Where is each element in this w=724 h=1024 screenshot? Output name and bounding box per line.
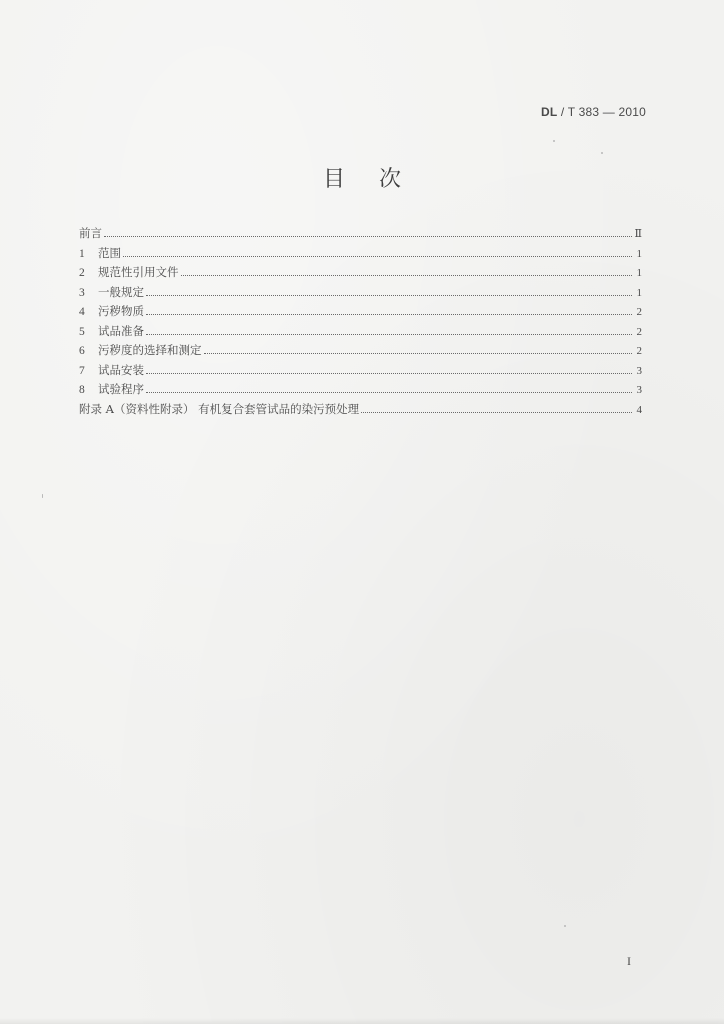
toc-heading-char-1: 目 [322, 167, 345, 192]
standard-code-prefix: DL [540, 105, 558, 119]
standard-code [541, 105, 646, 119]
scan-speck [601, 152, 603, 154]
toc-entry-annex-a[interactable] [79, 401, 642, 421]
toc-heading-char-2: 次 [379, 167, 402, 192]
toc-entry-label: 污秽度的选择和测定 [98, 343, 202, 357]
toc-dot-leader [104, 236, 632, 237]
toc-heading [0, 162, 724, 193]
toc-entry-page: 4 [636, 403, 642, 416]
toc-entry-label: 范围 [98, 245, 121, 260]
toc-entry-label: 试验程序 [98, 382, 144, 396]
standard-code-number: / T 383 — 2010 [557, 105, 646, 119]
toc-entry-number: 2 [79, 267, 85, 279]
toc-dot-leader [123, 256, 632, 257]
toc-entry-page: 2 [636, 325, 642, 338]
toc-entry-1[interactable] [79, 245, 642, 265]
toc-entry-4[interactable] [79, 303, 642, 323]
toc-entry-page: Ⅱ [634, 228, 642, 240]
toc-entry-label: 前言 [79, 226, 102, 240]
toc-entry-page: 2 [636, 306, 642, 318]
scan-speck [42, 494, 43, 498]
toc-entry-number: 3 [79, 286, 85, 299]
toc-entry-number: 1 [79, 247, 85, 260]
toc-entry-3[interactable] [79, 284, 642, 304]
page-number: I [627, 954, 631, 968]
toc-entry-number: 4 [79, 306, 85, 318]
toc-entry-5[interactable] [79, 323, 642, 343]
page-bottom-edge [0, 1018, 724, 1024]
toc-entry-7[interactable] [79, 362, 642, 382]
toc-entry-page: 1 [636, 247, 642, 260]
table-of-contents [79, 225, 642, 420]
toc-entry-number: 7 [79, 364, 85, 377]
toc-entry-page: 3 [636, 364, 642, 377]
toc-dot-leader [181, 275, 633, 276]
toc-entry-page: 3 [636, 384, 642, 396]
toc-entry-page: 2 [636, 345, 642, 357]
toc-entry-page: 1 [636, 267, 642, 279]
toc-entry-number: 8 [79, 384, 85, 396]
toc-entry-page: 1 [636, 286, 642, 299]
toc-entry-label: 一般规定 [98, 284, 144, 299]
toc-entry-label: 试品准备 [98, 323, 144, 338]
toc-entry-label: 污秽物质 [98, 304, 144, 318]
toc-dot-leader [146, 373, 632, 374]
toc-entry-2[interactable] [79, 264, 642, 284]
toc-entry-6[interactable] [79, 342, 642, 362]
toc-dot-leader [146, 334, 632, 335]
scan-speck [564, 925, 566, 927]
toc-dot-leader [361, 412, 632, 413]
toc-dot-leader [146, 314, 632, 315]
toc-entry-number: 6 [79, 345, 85, 357]
toc-entry-label: 试品安装 [98, 362, 144, 377]
toc-entry-number: 5 [79, 325, 85, 338]
toc-dot-leader [204, 353, 633, 354]
toc-entry-label: 附录 A（资料性附录） 有机复合套管试品的染污预处理 [79, 401, 360, 416]
scan-speck [553, 140, 555, 142]
toc-entry-label: 规范性引用文件 [98, 265, 179, 279]
toc-entry-8[interactable] [79, 381, 642, 401]
toc-entry-foreword[interactable] [79, 225, 642, 245]
toc-dot-leader [146, 392, 632, 393]
toc-dot-leader [146, 295, 632, 296]
